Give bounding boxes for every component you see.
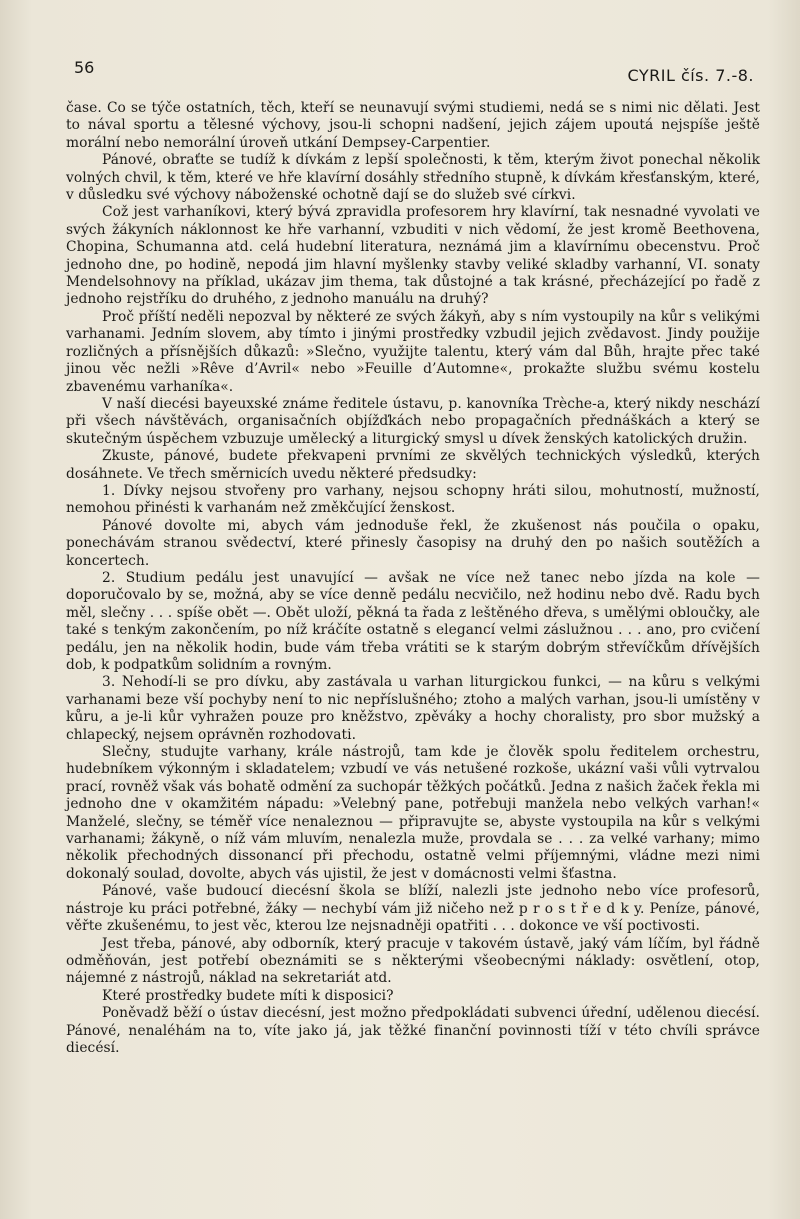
article-text (66, 100, 760, 1057)
paragraph-1: čase. Co se týče ostatních, těch, kteří se neunavují svými studiemi, nedá se s nimi nic dělati. Jest to nával sportu a tělesné výchovy, jsou-li schopni nadšení, jejich zájem upoutá nejspíše ještě morální nebo nemorální úroveň utkání Dempsey-Carpentier. (66, 100, 760, 151)
paragraph-6: Zkuste, pánové, budete překvapeni prvními ze skvělých technických výsledků, kterých dosáhnete. Ve třech směrnicích uvedu některé předsudky: (66, 448, 760, 482)
paragraph-11: Slečny, studujte varhany, krále nástrojů, tam kde je člověk spolu ředitelem orchestru, hudebníkem výkonným i skladatelem; vzbudí ve vás netušené rozkoše, ukázní vaši vůli vytrvalou prací, rovněž však vás bohatě odmění za suchopár těžkých počátků. Jedna z našich žaček řekla mi jednoho dne v okamžitém nápadu: »Velebný pane, potřebuji manžela nebo velkých varhan!« Manželé, slečny, se téměř více nenaleznou — připravujte se, abyste vystoupila na kůr s velkými varhanami; žákyně, o níž vám mluvím, nenalezla muže, provdala se . . . za velké varhany; mimo několik přechodných dissonancí při přechodu, ostatně velmi příjemnými, vládne mezi nimi dokonalý soulad, dovolte, abych vás ujistil, že jest v domácnosti velmi šťastna. (66, 744, 760, 882)
running-head: CYRIL čís. 7.-8. (627, 66, 754, 85)
paragraph-7: 1. Dívky nejsou stvořeny pro varhany, nejsou schopny hráti silou, mohutností, mužností, nemohou přinésti k varhanám než změkčující ženskost. (66, 482, 760, 517)
paragraph-10: 3. Nehodí-li se pro dívku, aby zastávala u varhan liturgickou funkci, — na kůru s velkými varhanami beze vší pochyby není to nic nepříslušného; ztoho a malých varhan, jsou-li umístěny v kůru, a je-li kůr vyhražen pouze pro kněžstvo, zpěváky a hochy choralisty, pro sbor mužský a chlapecký, nejsem oprávněn rozhodovati. (66, 674, 760, 743)
paragraph-8: Pánové dovolte mi, abych vám jednoduše řekl, že zkušenost nás poučila o opaku, ponechávám stranou svědectví, které přinesly časopisy na druhý den po našich soutěžích a koncertech. (66, 517, 760, 569)
paragraph-5: V naší diecési bayeuxské známe ředitele ústavu, p. kanovníka Trèche-a, který nikdy neschází při všech návštěvách, organisačních objížďkách nebo propagačních přednáškách a který se skutečným úspěchem vzbuzuje umělecký a liturgický smysl u dívek ženských katolických družin. (66, 395, 760, 447)
page-header (74, 58, 754, 86)
paragraph-9: 2. Studium pedálu jest unavující — avšak ne více než tanec nebo jízda na kole — doporučovalo by se, možná, aby se více denně pedálu necvičilo, než hodinu nebo dvě. Radu bych měl, slečny . . . spíše obět —. Obět uloží, pěkná ta řada z leštěného dřeva, s umělými obloučky, ale také s tenkým zakončením, po níž kráčíte ostatně s elegancí velmi záslužnou . . . ano, pro cvičení pedálu, jen na několik hodin, bude vám třeba vrátiti se k starým dobrým střevíčkům dřívějších dob, k podpatkům solidním a rovným. (66, 569, 760, 673)
paragraph-13: Jest třeba, pánové, aby odborník, který pracuje v takovém ústavě, jaký vám líčím, byl řádně odměňován, jest potřebí obeznámiti se s některými všeobecnými náklady: osvětlení, otop, nájemné z nástrojů, náklad na sekretariát atd. (66, 935, 760, 987)
paragraph-2: Pánové, obraťte se tudíž k dívkám z lepší společnosti, k těm, kterým život ponechal několik volných chvil, k těm, které ve hře klavírní dosáhly středního stupně, k dívkám křesťanským, které, v důsledku své výchovy náboženské ochotně dají se do služeb své církvi. (66, 152, 760, 204)
paragraph-14: Které prostředky budete míti k disposici? (102, 987, 394, 1004)
paragraph-12: Pánové, vaše budoucí diecésní škola se blíží, nalezli jste jednoho nebo více profesorů, nástroje ku práci potřebné, žáky — nechybí vám již ničeho než p r o s t ř e d k y. Peníze, pánové, věřte zkušenému, to jest věc, kterou lze nejsnadněji opatřiti . . . dokonce ve vší poctivosti. (66, 883, 760, 935)
page-number: 56 (74, 58, 95, 77)
paragraph-15: Poněvadž běží o ústav diecésní, jest možno předpokládati subvenci úřední, udělenou diecésí. Pánové, nenaléhám na to, víte jako já, jak těžké finanční povinnosti tíží v této chvíli správce diecésí. (66, 1005, 760, 1056)
paragraph-4: Proč příští neděli nepozval by některé ze svých žákyň, aby s ním vystoupily na kůr s velikými varhanami. Jedním slovem, aby tímto i jinými prostředky vzbudil jejich zvědavost. Jindy použije rozličných a přísnějších důkazů: »Slečno, využijte talentu, který vám dal Bůh, hrajte přec také jinou věc nežli »Rêve d’Avril« nebo »Feuille d’Automne«, prokažte službu svému kostelu zbavenému varhaníka«. (66, 308, 760, 395)
paragraph-3: Což jest varhaníkovi, který bývá zpravidla profesorem hry klavírní, tak nesnadné vyvolati ve svých žákyních náklonnost ke hře varhanní, vzbuditi v nich vědomí, že jest kromě Beethovena, Chopina, Schumanna atd. celá hudební literatura, neznámá jim a klavírnímu obecenstvu. Proč jednoho dne, po hodině, nepodá jim hlavní myšlenky stavby veliké skladby varhanní, VI. sonaty Mendelsohnovy na příklad, ukázav jim thema, tak důstojné a tak krásné, přecházející po řadě z jednoho rejstříku do druhého, z jednoho manuálu na druhý? (66, 204, 760, 308)
